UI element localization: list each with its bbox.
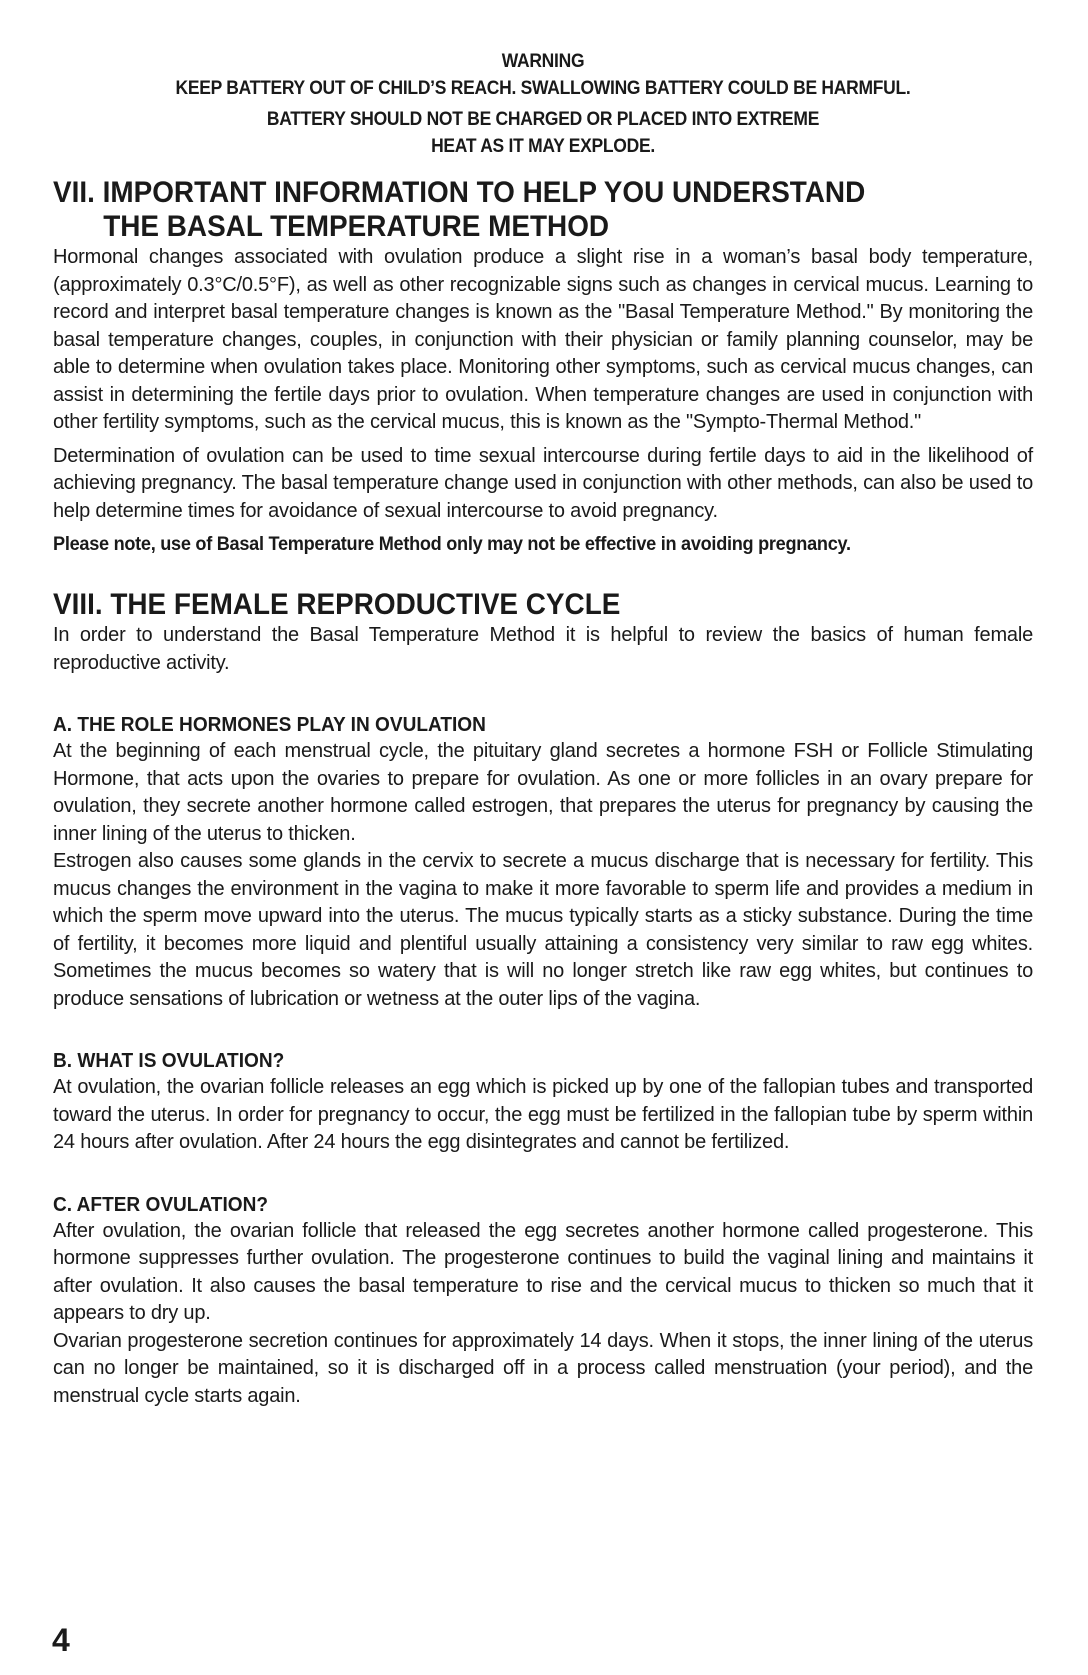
subsection-b-heading: B. WHAT IS OVULATION?	[53, 1049, 285, 1072]
subsection-a-heading: A. THE ROLE HORMONES PLAY IN OVULATION	[53, 713, 486, 736]
section-vii-heading-line-1: VII. IMPORTANT INFORMATION TO HELP YOU UNDERSTAND	[53, 176, 866, 209]
section-vii-note: Please note, use of Basal Temperature Method only may not be effective in avoiding pregnancy.	[53, 533, 851, 555]
section-vii-heading-line-2: THE BASAL TEMPERATURE METHOD	[103, 210, 610, 243]
section-vii-paragraph-1: Hormonal changes associated with ovulation produce a slight rise in a woman’s basal body temperature, (approximately 0.3°C/0.5°F), as well as other recognizable signs such as changes in cervical mucus. Learning to record and interpret basal temperature changes is known as the "Basal Temperature Method." By monitoring the basal temperature changes, couples, in conjunction with their physician or family planning counselor, may be able to determine when ovulation takes place. Monitoring other symptoms, such as cervical mucus changes, can assist in determining the fertile days prior to ovulation. When temperature changes are used in conjunction with other fertility symptoms, such as the cervical mucus, this is known as the "Sympto-Thermal Method."	[53, 246, 1033, 433]
subsection-a-paragraph-1: At the beginning of each menstrual cycle, the pituitary gland secretes a hormone FSH or Follicle Stimulating Hormone, that acts upon the ovaries to prepare for ovulation. As one or more follicles in an ovary prepare for ovulation, they secrete another hormone called estrogen, that prepares the uterus for pregnancy by causing the inner lining of the uterus to thicken.	[53, 740, 1033, 845]
subsection-b-paragraph-1: At ovulation, the ovarian follicle releases an egg which is picked up by one of the fallopian tubes and transported toward the uterus. In order for pregnancy to occur, the egg must be fertilized in the fallopian tube by sperm within 24 hours after ovulation. After 24 hours the egg disintegrates and cannot be fertilized.	[53, 1076, 1033, 1153]
section-vii-paragraph-2: Determination of ovulation can be used to time sexual intercourse during fertile days to aid in the likelihood of achieving pregnancy. The basal temperature change used in conjunction with other methods, can also be used to help determine times for avoidance of sexual intercourse to avoid pregnancy.	[53, 444, 1033, 522]
subsection-c-heading: C. AFTER OVULATION?	[53, 1192, 269, 1216]
page-number: 4	[52, 1622, 70, 1658]
manual-page	[53, 48, 1033, 1410]
warning-line-1: KEEP BATTERY OUT OF CHILD’S REACH. SWALLOWING BATTERY COULD BE HARMFUL.	[175, 78, 911, 99]
subsection-c-paragraph-2: Ovarian progesterone secretion continues for approximately 14 days. When it stops, the inner lining of the uterus can no longer be maintained, so it is discharged off in a process called menstruation (your period), and the menstrual cycle starts again.	[53, 1329, 1033, 1407]
section-viii-heading: VIII. THE FEMALE REPRODUCTIVE CYCLE	[53, 588, 621, 621]
battery-warning	[92, 48, 994, 160]
subsection-a-paragraph-2: Estrogen also causes some glands in the cervix to secrete a mucus discharge that is necessary for fertility. This mucus changes the environment in the vagina to make it more favorable to sperm life and provides a medium in which the sperm move upward into the uterus. The mucus typically starts as a sticky substance. During the time of fertility, it becomes more liquid and plentiful usually attaining a consistency very similar to raw egg whites. Sometimes the mucus becomes so watery that is will no longer stretch like raw egg whites, but continues to produce sensations of lubrication or wetness at the outer lips of the vagina.	[53, 850, 1033, 1010]
subsection-c-paragraph-1: After ovulation, the ovarian follicle that released the egg secretes another hormone called progesterone. This hormone suppresses further ovulation. The progesterone continues to build the vaginal lining and maintains it after ovulation. It also causes the basal temperature to rise and the cervical mucus to thicken so much that it appears to dry up.	[53, 1219, 1033, 1324]
section-viii-intro: In order to understand the Basal Temperature Method it is helpful to review the basics of human female reproductive activity.	[53, 624, 1033, 674]
section-vii-heading	[53, 176, 964, 244]
warning-line-3: HEAT AS IT MAY EXPLODE.	[431, 136, 655, 157]
warning-line-2: BATTERY SHOULD NOT BE CHARGED OR PLACED INTO EXTREME	[266, 109, 820, 130]
warning-title: WARNING	[501, 51, 585, 72]
